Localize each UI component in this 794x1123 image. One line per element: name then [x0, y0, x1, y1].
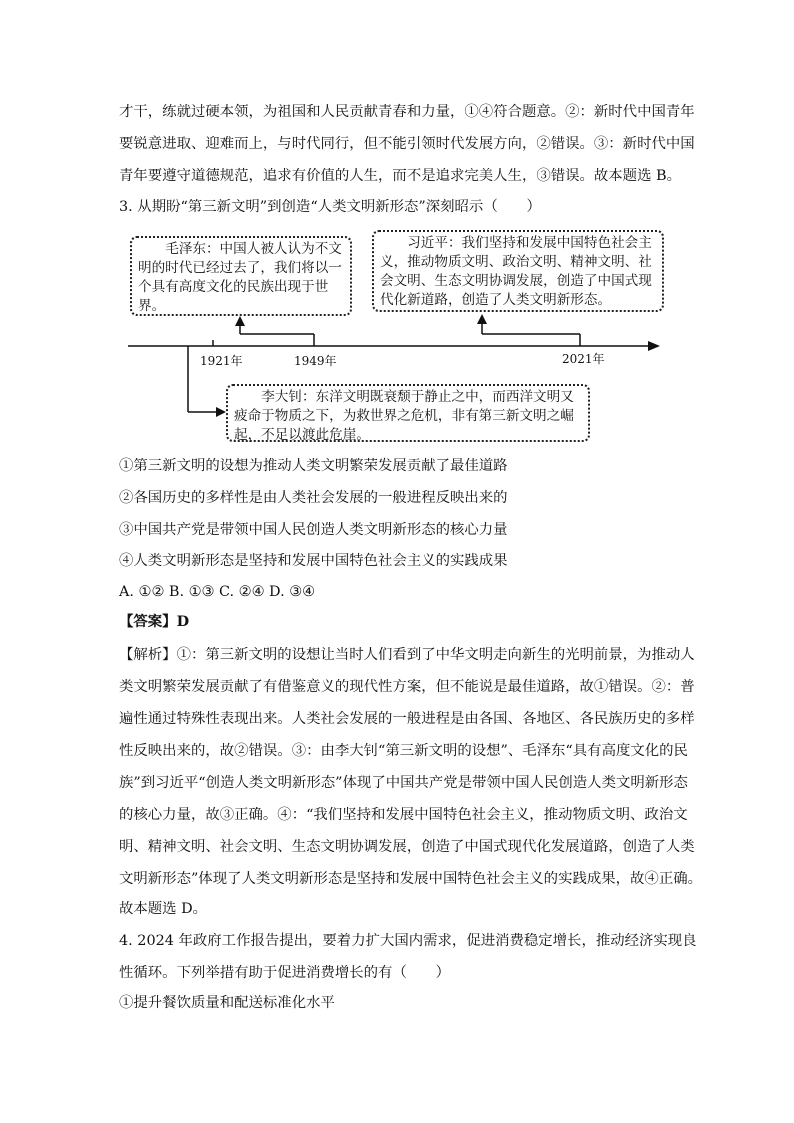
analysis-line: 【解析】①：第三新文明的设想让当时人们看到了中华文明走向新生的光明前景，为推动人 — [119, 647, 695, 663]
li-quote-box: 李大钊：东洋文明既衰颓于静止之中，而西洋文明又疲命于物质之下，为救世界之危机，非有第三新文明之崛起，不足以渡此危崖。 — [226, 384, 590, 442]
analysis-line: 遍性通过特殊性表现出来。人类社会发展的一般进程是由各国、各地区、各民族历史的多样 — [119, 711, 695, 727]
mao-arrowhead — [235, 316, 245, 326]
year-label: 2021年 — [562, 352, 605, 366]
analysis-line: 文明新形态”体现了人类文明新形态是坚持和发展中国特色社会主义的实践成果，故④正确。 — [119, 871, 702, 887]
analysis-line: 类文明繁荣发展贡献了有借鉴意义的现代性方案，但不能说是最佳道路，故①错误。②：普 — [119, 679, 695, 695]
analysis-line: 的核心力量，故③正确。④：“我们坚持和发展中国特色社会主义，推动物质文明、政治文 — [119, 807, 688, 823]
analysis-line: 性反映出来的，故②错误。③：由李大钊“第三新文明的设想”、毛泽东“具有高度文化的民 — [119, 743, 688, 759]
year-label: 1949年 — [294, 354, 337, 368]
answer-line: 【答案】D — [119, 613, 190, 630]
analysis-line: 族”到习近平“创造人类文明新形态”体现了中国共产党是带领中国人民创造人类文明新形态 — [119, 775, 688, 791]
analysis-line: 故本题选 D。 — [119, 901, 208, 917]
xi-arrowhead — [477, 314, 487, 324]
timeline-diagram — [120, 226, 680, 446]
analysis-line: 明、精神文明、社会文明、生态文明协调发展，创造了中国式现代化发展道路，创造了人类 — [119, 839, 695, 855]
choices: A. ①② B. ①③ C. ②④ D. ③④ — [119, 584, 316, 600]
xi-quote-box: 习近平：我们坚持和发展中国特色社会主义，推动物质文明、政治文明、精神文明、社会文明、生态文明协调发展，创造了中国式现代化新道路，创造了人类文明新形态。 — [372, 230, 664, 312]
question-4-stem: 4. 2024 年政府工作报告提出，要着力扩大国内需求，促进消费稳定增长，推动经济实现良 — [119, 933, 697, 949]
li-arrowhead — [216, 407, 226, 417]
option-4: ④人类文明新形态是坚持和发展中国特色社会主义的实践成果 — [119, 553, 508, 569]
text-line: 要锐意进取、迎难而上，与时代同行，但不能引领时代发展方向，②错误。③：新时代中国 — [119, 136, 695, 152]
option-2: ②各国历史的多样性是由人类社会发展的一般进程反映出来的 — [119, 490, 508, 506]
question-3-stem: 3. 从期盼“第三新文明”到创造“人类文明新形态”深刻昭示（ ） — [119, 199, 541, 215]
option-1: ①第三新文明的设想为推动人类文明繁荣发展贡献了最佳道路 — [119, 458, 508, 474]
question-4-option-1: ①提升餐饮质量和配送标准化水平 — [119, 995, 335, 1011]
text-line: 才干，练就过硬本领，为祖国和人民贡献青春和力量，①④符合题意。②：新时代中国青年 — [119, 104, 695, 120]
text-line: 青年要遵守道德规范，追求有价值的人生，而不是追求完美人生，③错误。故本题选 B。 — [119, 168, 681, 184]
question-4-stem: 性循环。下列举措有助于促进消费增长的有（ ） — [119, 965, 450, 981]
option-3: ③中国共产党是带领中国人民创造人类文明新形态的核心力量 — [119, 522, 508, 538]
timeline-arrowhead — [648, 341, 660, 351]
mao-quote-box: 毛泽东：中国人被人认为不文明的时代已经过去了，我们将以一个具有高度文化的民族出现于世界。 — [130, 236, 352, 316]
year-label: 1921年 — [200, 354, 243, 368]
